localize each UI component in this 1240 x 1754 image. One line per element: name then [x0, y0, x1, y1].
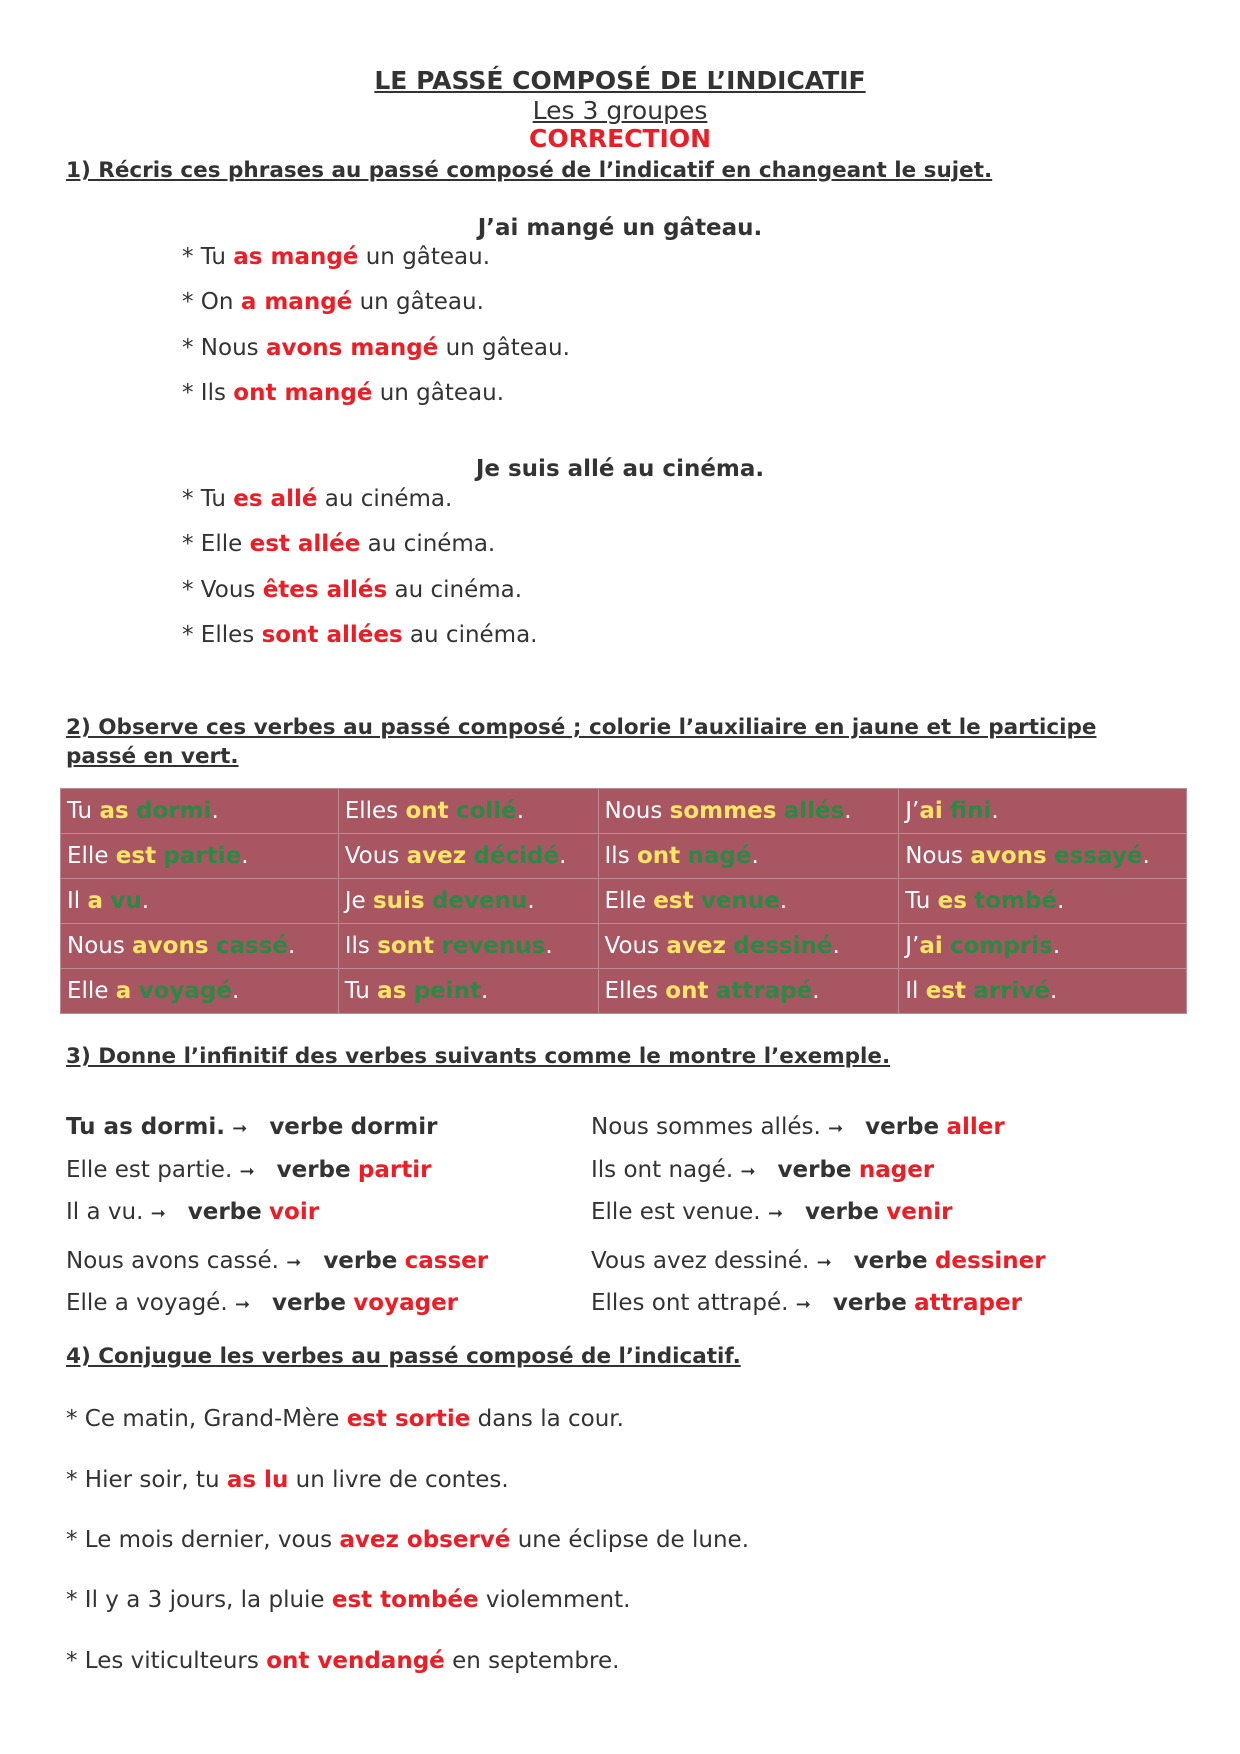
table-cell: Elle est partie.	[61, 834, 339, 879]
auxiliary: a	[115, 978, 132, 1004]
exercise-3-heading: 3) Donne l’infinitif des verbes suivants comme le montre l’exemple.	[66, 1044, 891, 1069]
answer: es allé	[233, 486, 318, 512]
participle: arrivé	[973, 978, 1050, 1004]
table-cell: Il est arrivé.	[899, 969, 1187, 1014]
exercise-1-line: * On a mangé un gâteau.	[182, 289, 484, 315]
exercise-1-line: * Elle est allée au cinéma.	[182, 531, 496, 557]
correction-label: CORRECTION	[528, 124, 712, 153]
exercise-4-line: * Hier soir, tu as lu un livre de contes.	[66, 1467, 509, 1493]
participle: voyagé	[138, 978, 232, 1004]
table-row	[61, 924, 1187, 969]
participle: peint	[413, 978, 482, 1004]
auxiliary: ont	[405, 798, 449, 824]
infinitive-item: Ils ont nagé. ➞ verbe nager	[591, 1157, 935, 1183]
answer: sont allées	[261, 622, 403, 648]
auxiliary: est	[115, 843, 157, 869]
infinitive-example: Tu as dormi. ➞ verbe dormir	[66, 1114, 438, 1140]
auxiliary: sommes	[669, 798, 777, 824]
answer: nager	[858, 1157, 935, 1183]
infinitive-item: Elle est venue. ➞ verbe venir	[591, 1199, 953, 1225]
auxiliary: avons	[132, 933, 209, 959]
page-title: LE PASSÉ COMPOSÉ DE L’INDICATIF	[374, 66, 866, 95]
auxiliary: avez	[666, 933, 726, 959]
table-cell: Nous avons essayé.	[899, 834, 1187, 879]
infinitive-item: Vous avez dessiné. ➞ verbe dessiner	[591, 1248, 1046, 1274]
table-cell: Nous avons cassé.	[61, 924, 339, 969]
arrow-icon: ➞	[816, 1252, 832, 1273]
exercise-2-heading-line-1: 2) Observe ces verbes au passé composé ; colorie l’auxiliaire en jaune et le participe	[66, 715, 1097, 740]
page-subtitle: Les 3 groupes	[532, 96, 708, 125]
answer: avons mangé	[265, 335, 439, 361]
exercise-1-line: * Nous avons mangé un gâteau.	[182, 335, 570, 361]
table-cell: Elle est venue.	[598, 879, 899, 924]
arrow-icon: ➞	[740, 1161, 756, 1182]
exercise-4-line: * Il y a 3 jours, la pluie est tombée violemment.	[66, 1587, 631, 1613]
answer: ont mangé	[233, 380, 373, 406]
arrow-icon: ➞	[239, 1161, 255, 1182]
participle: vu	[110, 888, 142, 914]
participle: dessiné	[733, 933, 833, 959]
answer: venir	[886, 1199, 953, 1225]
table-cell: Ils ont nagé.	[598, 834, 899, 879]
answer: a mangé	[240, 289, 353, 315]
table-cell: Tu es tombé.	[899, 879, 1187, 924]
auxiliary: ai	[919, 933, 943, 959]
table-cell: Il a vu.	[61, 879, 339, 924]
answer: avez observé	[339, 1527, 511, 1553]
table-cell: Elle a voyagé.	[61, 969, 339, 1014]
participle: dormi	[135, 798, 212, 824]
auxiliary: sont	[377, 933, 435, 959]
participle: partie	[163, 843, 242, 869]
answer: as lu	[226, 1467, 289, 1493]
exercise-4-line: * Ce matin, Grand-Mère est sortie dans la cour.	[66, 1406, 624, 1432]
answer: êtes allés	[262, 577, 388, 603]
auxiliary: ont	[665, 978, 709, 1004]
table-row	[61, 834, 1187, 879]
exercise-1-heading: 1) Récris ces phrases au passé composé de l’indicatif en changeant le sujet.	[66, 158, 993, 183]
arrow-icon: ➞	[828, 1118, 844, 1139]
answer: ont vendangé	[266, 1648, 445, 1674]
table-cell: Ils sont revenus.	[338, 924, 598, 969]
table-row	[61, 789, 1187, 834]
auxiliary: a	[87, 888, 104, 914]
participle: nagé	[687, 843, 752, 869]
exercise-1-line: * Elles sont allées au cinéma.	[182, 622, 538, 648]
infinitive-item: Nous avons cassé. ➞ verbe casser	[66, 1248, 489, 1274]
auxiliary: est	[925, 978, 966, 1004]
auxiliary: es	[937, 888, 967, 914]
arrow-icon: ➞	[795, 1294, 811, 1315]
auxiliary: est	[653, 888, 694, 914]
table-cell: Tu as dormi.	[61, 789, 339, 834]
participle: décidé	[473, 843, 560, 869]
table-cell: Elles ont attrapé.	[598, 969, 899, 1014]
infinitive-item: Elle a voyagé. ➞ verbe voyager	[66, 1290, 459, 1316]
exercise-1-line: * Ils ont mangé un gâteau.	[182, 380, 505, 406]
answer: voyager	[353, 1290, 459, 1316]
arrow-icon: ➞	[767, 1203, 784, 1224]
answer: attraper	[914, 1290, 1022, 1316]
exercise-1-model-1: J’ai mangé un gâteau.	[477, 215, 763, 241]
infinitive-item: Elles ont attrapé. ➞ verbe attraper	[591, 1290, 1022, 1316]
auxiliary: suis	[372, 888, 425, 914]
answer: est tombée	[331, 1587, 479, 1613]
exercise-4-line: * Le mois dernier, vous avez observé une éclipse de lune.	[66, 1527, 750, 1553]
exercise-1-line: * Tu as mangé un gâteau.	[182, 244, 491, 270]
participle: devenu	[431, 888, 528, 914]
table-cell: Tu as peint.	[338, 969, 598, 1014]
table-cell: Vous avez dessiné.	[598, 924, 899, 969]
auxiliary: ai	[919, 798, 943, 824]
table-row	[61, 879, 1187, 924]
answer: voir	[269, 1199, 320, 1225]
participle: tombé	[974, 888, 1058, 914]
auxiliary: as	[377, 978, 407, 1004]
answer: aller	[946, 1114, 1005, 1140]
table-cell: J’ai fini.	[899, 789, 1187, 834]
exercise-2-heading-line-2: passé en vert.	[66, 744, 239, 769]
arrow-icon: ➞	[234, 1294, 251, 1315]
table-cell: J’ai compris.	[899, 924, 1187, 969]
answer: as mangé	[233, 244, 359, 270]
infinitive-item: Elle est partie. ➞ verbe partir	[66, 1157, 432, 1183]
table-row	[61, 969, 1187, 1014]
exercise-4-heading: 4) Conjugue les verbes au passé composé de l’indicatif.	[66, 1344, 741, 1369]
table-cell: Vous avez décidé.	[338, 834, 598, 879]
table-cell: Elles ont collé.	[338, 789, 598, 834]
participle: attrapé	[715, 978, 813, 1004]
participle: cassé	[215, 933, 288, 959]
answer: casser	[404, 1248, 489, 1274]
exercise-1-line: * Tu es allé au cinéma.	[182, 486, 453, 512]
answer: partir	[357, 1157, 432, 1183]
participle: compris	[950, 933, 1053, 959]
arrow-icon: ➞	[150, 1203, 166, 1224]
exercise-4-line: * Les viticulteurs ont vendangé en septembre.	[66, 1648, 620, 1674]
arrow-icon: ➞	[232, 1118, 248, 1139]
answer: est sortie	[346, 1406, 471, 1432]
auxiliary: avons	[970, 843, 1047, 869]
answer: est allée	[249, 531, 361, 557]
verb-table	[60, 788, 1187, 1014]
answer: dessiner	[934, 1248, 1046, 1274]
participle: revenus	[441, 933, 546, 959]
participle: fini	[950, 798, 992, 824]
auxiliary: as	[99, 798, 129, 824]
participle: venue	[700, 888, 780, 914]
infinitive-item: Il a vu. ➞ verbe voir	[66, 1199, 320, 1225]
participle: essayé	[1054, 843, 1143, 869]
table-cell: Je suis devenu.	[338, 879, 598, 924]
exercise-1-model-2: Je suis allé au cinéma.	[475, 456, 765, 482]
exercise-1-line: * Vous êtes allés au cinéma.	[182, 577, 523, 603]
participle: allés	[783, 798, 845, 824]
auxiliary: ont	[636, 843, 681, 869]
arrow-icon: ➞	[286, 1252, 302, 1273]
infinitive-item: Nous sommes allés. ➞ verbe aller	[591, 1114, 1005, 1140]
table-cell: Nous sommes allés.	[598, 789, 899, 834]
auxiliary: avez	[406, 843, 467, 869]
participle: collé	[455, 798, 517, 824]
